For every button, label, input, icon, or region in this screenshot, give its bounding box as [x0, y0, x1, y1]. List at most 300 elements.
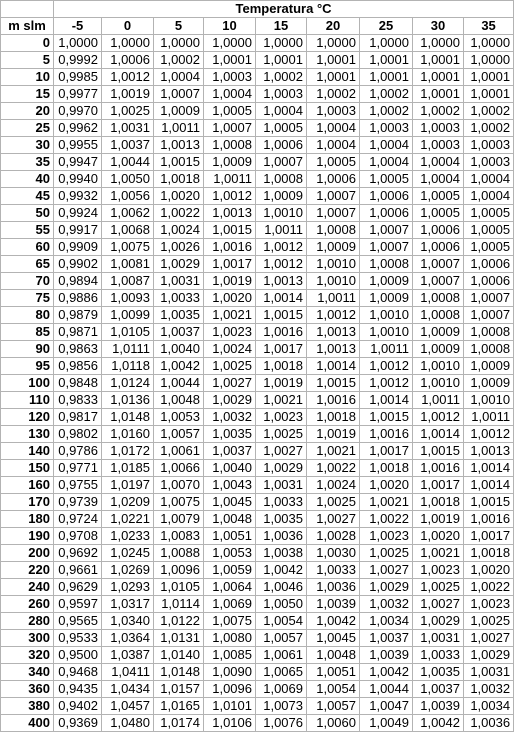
table-cell: 1,0000	[102, 35, 154, 52]
table-cell: 1,0036	[307, 579, 360, 596]
table-cell: 1,0039	[360, 647, 413, 664]
altitude-label: 80	[1, 307, 54, 324]
table-cell: 1,0007	[307, 205, 360, 222]
table-cell: 1,0000	[360, 35, 413, 52]
table-cell: 1,0039	[413, 698, 464, 715]
table-cell: 0,9924	[54, 205, 102, 222]
table-cell: 1,0317	[102, 596, 154, 613]
altitude-label: 100	[1, 375, 54, 392]
altitude-label: 30	[1, 137, 54, 154]
table-cell: 1,0099	[102, 307, 154, 324]
table-cell: 1,0233	[102, 528, 154, 545]
altitude-label: 65	[1, 256, 54, 273]
table-row	[1, 52, 514, 69]
table-cell: 1,0015	[464, 494, 514, 511]
table-cell: 1,0051	[307, 664, 360, 681]
table-cell: 1,0017	[464, 528, 514, 545]
table-cell: 1,0032	[204, 409, 256, 426]
altitude-label: 300	[1, 630, 54, 647]
table-cell: 1,0027	[360, 562, 413, 579]
table-cell: 1,0057	[154, 426, 204, 443]
table-cell: 1,0025	[464, 613, 514, 630]
table-cell: 1,0012	[102, 69, 154, 86]
table-cell: 1,0000	[204, 35, 256, 52]
table-cell: 1,0003	[464, 137, 514, 154]
table-cell: 1,0039	[307, 596, 360, 613]
table-cell: 1,0001	[413, 86, 464, 103]
corner-cell	[1, 1, 54, 18]
table-cell: 1,0001	[360, 69, 413, 86]
table-cell: 0,9786	[54, 443, 102, 460]
table-cell: 1,0035	[256, 511, 307, 528]
table-cell: 1,0042	[413, 715, 464, 732]
table-cell: 1,0165	[154, 698, 204, 715]
table-cell: 1,0411	[102, 664, 154, 681]
table-cell: 1,0069	[204, 596, 256, 613]
table-cell: 1,0018	[307, 409, 360, 426]
table-cell: 1,0068	[102, 222, 154, 239]
table-row	[1, 477, 514, 494]
table-cell: 1,0013	[464, 443, 514, 460]
table-cell: 1,0042	[360, 664, 413, 681]
altitude-label: 85	[1, 324, 54, 341]
table-cell: 1,0012	[256, 256, 307, 273]
table-cell: 1,0029	[413, 613, 464, 630]
table-cell: 1,0009	[256, 188, 307, 205]
table-cell: 1,0124	[102, 375, 154, 392]
table-cell: 1,0009	[464, 358, 514, 375]
table-cell: 1,0015	[307, 375, 360, 392]
table-cell: 1,0004	[413, 171, 464, 188]
table-cell: 1,0019	[256, 375, 307, 392]
table-cell: 1,0044	[102, 154, 154, 171]
altitude-label: 35	[1, 154, 54, 171]
table-cell: 1,0005	[464, 239, 514, 256]
table-cell: 1,0093	[102, 290, 154, 307]
table-cell: 1,0002	[360, 103, 413, 120]
table-cell: 1,0029	[256, 460, 307, 477]
table-cell: 1,0010	[360, 307, 413, 324]
table-cell: 1,0025	[102, 103, 154, 120]
table-cell: 0,9771	[54, 460, 102, 477]
table-cell: 1,0001	[464, 86, 514, 103]
table-cell: 1,0012	[464, 426, 514, 443]
table-cell: 1,0019	[102, 86, 154, 103]
table-cell: 1,0022	[307, 460, 360, 477]
table-cell: 1,0014	[464, 460, 514, 477]
header-row-group	[1, 1, 514, 18]
table-cell: 1,0061	[256, 647, 307, 664]
table-cell: 1,0008	[464, 341, 514, 358]
table-cell: 1,0105	[154, 579, 204, 596]
table-cell: 1,0088	[154, 545, 204, 562]
table-cell: 1,0035	[204, 426, 256, 443]
table-cell: 1,0245	[102, 545, 154, 562]
table-cell: 1,0054	[307, 681, 360, 698]
altitude-label: 160	[1, 477, 54, 494]
table-cell: 1,0049	[360, 715, 413, 732]
table-row	[1, 494, 514, 511]
table-cell: 1,0023	[256, 409, 307, 426]
altitude-label: 120	[1, 409, 54, 426]
table-cell: 1,0024	[307, 477, 360, 494]
table-cell: 1,0083	[154, 528, 204, 545]
table-row	[1, 698, 514, 715]
table-cell: 1,0269	[102, 562, 154, 579]
header-row-columns	[1, 18, 514, 35]
table-cell: 1,0035	[413, 664, 464, 681]
table-cell: 1,0364	[102, 630, 154, 647]
table-cell: 1,0062	[102, 205, 154, 222]
table-cell: 1,0015	[413, 443, 464, 460]
table-row	[1, 154, 514, 171]
table-cell: 1,0096	[204, 681, 256, 698]
table-cell: 1,0037	[413, 681, 464, 698]
table-cell: 1,0025	[307, 494, 360, 511]
table-cell: 0,9985	[54, 69, 102, 86]
altitude-label: 55	[1, 222, 54, 239]
table-cell: 1,0017	[413, 477, 464, 494]
table-cell: 1,0013	[256, 273, 307, 290]
table-cell: 1,0031	[102, 120, 154, 137]
table-cell: 1,0001	[256, 52, 307, 69]
table-cell: 1,0114	[154, 596, 204, 613]
table-row	[1, 664, 514, 681]
table-cell: 1,0028	[307, 528, 360, 545]
table-cell: 1,0011	[256, 222, 307, 239]
table-cell: 1,0010	[464, 392, 514, 409]
altitude-label: 25	[1, 120, 54, 137]
table-cell: 1,0197	[102, 477, 154, 494]
table-cell: 0,9533	[54, 630, 102, 647]
table-cell: 1,0012	[360, 375, 413, 392]
table-body	[1, 35, 514, 732]
table-cell: 1,0020	[464, 562, 514, 579]
table-header	[1, 1, 514, 35]
altitude-label: 130	[1, 426, 54, 443]
table-cell: 1,0457	[102, 698, 154, 715]
table-cell: 1,0050	[102, 171, 154, 188]
temperature-column-header: 35	[464, 18, 514, 35]
table-cell: 1,0016	[256, 324, 307, 341]
table-cell: 0,9833	[54, 392, 102, 409]
table-cell: 1,0001	[413, 69, 464, 86]
table-cell: 1,0005	[413, 188, 464, 205]
table-cell: 1,0037	[154, 324, 204, 341]
altitude-label: 15	[1, 86, 54, 103]
altitude-label: 20	[1, 103, 54, 120]
table-cell: 1,0016	[413, 460, 464, 477]
table-cell: 1,0020	[154, 188, 204, 205]
table-cell: 1,0013	[307, 341, 360, 358]
table-row	[1, 630, 514, 647]
table-cell: 1,0011	[154, 120, 204, 137]
table-cell: 1,0037	[102, 137, 154, 154]
table-row	[1, 562, 514, 579]
table-cell: 0,9947	[54, 154, 102, 171]
table-cell: 1,0105	[102, 324, 154, 341]
table-cell: 1,0006	[464, 256, 514, 273]
table-cell: 1,0005	[413, 205, 464, 222]
table-cell: 1,0002	[413, 103, 464, 120]
table-cell: 0,9977	[54, 86, 102, 103]
table-cell: 1,0012	[413, 409, 464, 426]
table-cell: 1,0185	[102, 460, 154, 477]
table-cell: 1,0007	[360, 239, 413, 256]
altitude-label: 75	[1, 290, 54, 307]
table-cell: 1,0044	[360, 681, 413, 698]
table-cell: 0,9369	[54, 715, 102, 732]
table-cell: 0,9932	[54, 188, 102, 205]
table-cell: 1,0148	[102, 409, 154, 426]
table-cell: 1,0008	[204, 137, 256, 154]
table-cell: 1,0053	[204, 545, 256, 562]
table-cell: 1,0020	[413, 528, 464, 545]
table-row	[1, 392, 514, 409]
table-cell: 1,0002	[464, 120, 514, 137]
table-cell: 1,0172	[102, 443, 154, 460]
table-cell: 1,0024	[154, 222, 204, 239]
table-cell: 1,0007	[464, 307, 514, 324]
table-cell: 1,0009	[360, 290, 413, 307]
table-cell: 1,0006	[413, 222, 464, 239]
table-cell: 1,0434	[102, 681, 154, 698]
table-cell: 1,0005	[307, 154, 360, 171]
table-row	[1, 341, 514, 358]
table-cell: 0,9886	[54, 290, 102, 307]
table-cell: 1,0101	[204, 698, 256, 715]
table-cell: 0,9500	[54, 647, 102, 664]
table-cell: 1,0012	[360, 358, 413, 375]
table-row	[1, 86, 514, 103]
table-cell: 1,0003	[464, 154, 514, 171]
table-cell: 1,0221	[102, 511, 154, 528]
table-cell: 1,0004	[413, 154, 464, 171]
table-cell: 1,0025	[413, 579, 464, 596]
table-cell: 1,0061	[154, 443, 204, 460]
table-cell: 0,9468	[54, 664, 102, 681]
table-cell: 1,0096	[154, 562, 204, 579]
table-cell: 1,0010	[307, 256, 360, 273]
table-cell: 1,0030	[307, 545, 360, 562]
table-cell: 1,0009	[413, 324, 464, 341]
table-cell: 1,0018	[154, 171, 204, 188]
table-cell: 1,0021	[413, 545, 464, 562]
table-cell: 1,0031	[154, 273, 204, 290]
table-cell: 1,0003	[307, 103, 360, 120]
table-cell: 1,0001	[204, 52, 256, 69]
table-cell: 1,0007	[464, 290, 514, 307]
table-cell: 1,0073	[256, 698, 307, 715]
table-cell: 1,0066	[154, 460, 204, 477]
table-row	[1, 120, 514, 137]
table-cell: 1,0033	[256, 494, 307, 511]
table-row	[1, 273, 514, 290]
table-cell: 1,0087	[102, 273, 154, 290]
table-row	[1, 596, 514, 613]
table-cell: 1,0340	[102, 613, 154, 630]
table-cell: 1,0157	[154, 681, 204, 698]
temperature-column-header: 25	[360, 18, 413, 35]
table-cell: 1,0015	[360, 409, 413, 426]
altitude-label: 200	[1, 545, 54, 562]
table-cell: 1,0031	[464, 664, 514, 681]
table-cell: 1,0016	[204, 239, 256, 256]
table-cell: 1,0048	[307, 647, 360, 664]
table-cell: 1,0029	[464, 647, 514, 664]
table-cell: 0,9817	[54, 409, 102, 426]
table-cell: 1,0001	[413, 52, 464, 69]
table-cell: 1,0008	[413, 307, 464, 324]
table-cell: 1,0003	[413, 137, 464, 154]
table-cell: 1,0001	[360, 52, 413, 69]
temperature-group-header: Temperatura °C	[54, 1, 514, 18]
table-cell: 1,0085	[204, 647, 256, 664]
altitude-label: 280	[1, 613, 54, 630]
table-cell: 1,0033	[307, 562, 360, 579]
table-cell: 1,0007	[307, 188, 360, 205]
table-cell: 1,0018	[360, 460, 413, 477]
table-row	[1, 460, 514, 477]
table-cell: 1,0006	[360, 205, 413, 222]
table-cell: 1,0012	[204, 188, 256, 205]
table-cell: 0,9755	[54, 477, 102, 494]
table-cell: 1,0008	[464, 324, 514, 341]
table-cell: 1,0013	[154, 137, 204, 154]
table-cell: 1,0042	[154, 358, 204, 375]
table-cell: 1,0000	[413, 35, 464, 52]
table-row	[1, 205, 514, 222]
table-cell: 1,0023	[204, 324, 256, 341]
table-cell: 1,0057	[307, 698, 360, 715]
table-row	[1, 137, 514, 154]
table-cell: 1,0001	[307, 69, 360, 86]
table-cell: 1,0014	[413, 426, 464, 443]
table-cell: 1,0017	[204, 256, 256, 273]
temperature-column-header: 10	[204, 18, 256, 35]
table-cell: 1,0007	[256, 154, 307, 171]
table-cell: 1,0027	[464, 630, 514, 647]
table-cell: 1,0033	[413, 647, 464, 664]
table-cell: 1,0064	[204, 579, 256, 596]
table-cell: 1,0002	[307, 86, 360, 103]
table-cell: 1,0029	[360, 579, 413, 596]
table-cell: 0,9863	[54, 341, 102, 358]
table-cell: 1,0019	[204, 273, 256, 290]
table-cell: 1,0022	[360, 511, 413, 528]
altitude-label: 380	[1, 698, 54, 715]
table-cell: 1,0018	[256, 358, 307, 375]
table-cell: 1,0004	[360, 137, 413, 154]
table-cell: 1,0037	[204, 443, 256, 460]
table-row	[1, 290, 514, 307]
table-cell: 1,0012	[307, 307, 360, 324]
table-cell: 1,0051	[204, 528, 256, 545]
table-cell: 1,0045	[204, 494, 256, 511]
altitude-label: 90	[1, 341, 54, 358]
table-cell: 1,0148	[154, 664, 204, 681]
table-cell: 1,0480	[102, 715, 154, 732]
table-row	[1, 613, 514, 630]
table-cell: 0,9970	[54, 103, 102, 120]
table-cell: 1,0000	[256, 35, 307, 52]
table-cell: 1,0006	[464, 273, 514, 290]
table-cell: 1,0017	[360, 443, 413, 460]
table-row	[1, 647, 514, 664]
table-cell: 1,0010	[413, 358, 464, 375]
table-row	[1, 579, 514, 596]
table-cell: 1,0011	[464, 409, 514, 426]
table-cell: 1,0034	[360, 613, 413, 630]
table-cell: 1,0131	[154, 630, 204, 647]
table-cell: 0,9879	[54, 307, 102, 324]
table-cell: 1,0106	[204, 715, 256, 732]
table-cell: 0,9992	[54, 52, 102, 69]
table-cell: 1,0006	[102, 52, 154, 69]
altitude-label: 360	[1, 681, 54, 698]
table-cell: 1,0008	[256, 171, 307, 188]
table-cell: 1,0003	[204, 69, 256, 86]
altitude-label: 260	[1, 596, 54, 613]
altitude-label: 150	[1, 460, 54, 477]
table-row	[1, 171, 514, 188]
table-cell: 1,0013	[204, 205, 256, 222]
table-cell: 1,0006	[360, 188, 413, 205]
table-cell: 1,0034	[464, 698, 514, 715]
table-cell: 1,0045	[307, 630, 360, 647]
table-cell: 1,0000	[464, 35, 514, 52]
table-cell: 0,9565	[54, 613, 102, 630]
table-cell: 1,0020	[360, 477, 413, 494]
table-cell: 1,0037	[360, 630, 413, 647]
table-cell: 1,0009	[413, 341, 464, 358]
table-row	[1, 409, 514, 426]
table-cell: 1,0069	[256, 681, 307, 698]
table-cell: 1,0060	[307, 715, 360, 732]
table-row	[1, 443, 514, 460]
table-cell: 1,0027	[256, 443, 307, 460]
table-cell: 1,0009	[464, 375, 514, 392]
altitude-label: 220	[1, 562, 54, 579]
table-cell: 1,0042	[256, 562, 307, 579]
table-cell: 1,0075	[154, 494, 204, 511]
table-cell: 1,0010	[413, 375, 464, 392]
table-cell: 1,0012	[256, 239, 307, 256]
altitude-label: 170	[1, 494, 54, 511]
table-cell: 1,0111	[102, 341, 154, 358]
altitude-label: 10	[1, 69, 54, 86]
altitude-label: 70	[1, 273, 54, 290]
table-row	[1, 528, 514, 545]
table-cell: 1,0021	[256, 392, 307, 409]
table-cell: 1,0007	[360, 222, 413, 239]
table-cell: 1,0005	[464, 222, 514, 239]
altitude-label: 5	[1, 52, 54, 69]
table-row	[1, 307, 514, 324]
table-cell: 1,0209	[102, 494, 154, 511]
table-cell: 1,0000	[54, 35, 102, 52]
table-cell: 1,0006	[307, 171, 360, 188]
table-cell: 1,0044	[154, 375, 204, 392]
table-row	[1, 103, 514, 120]
table-cell: 1,0031	[413, 630, 464, 647]
table-cell: 1,0004	[256, 103, 307, 120]
table-cell: 1,0002	[154, 52, 204, 69]
table-cell: 1,0027	[204, 375, 256, 392]
table-cell: 1,0008	[307, 222, 360, 239]
altitude-label: 140	[1, 443, 54, 460]
altitude-label: 110	[1, 392, 54, 409]
